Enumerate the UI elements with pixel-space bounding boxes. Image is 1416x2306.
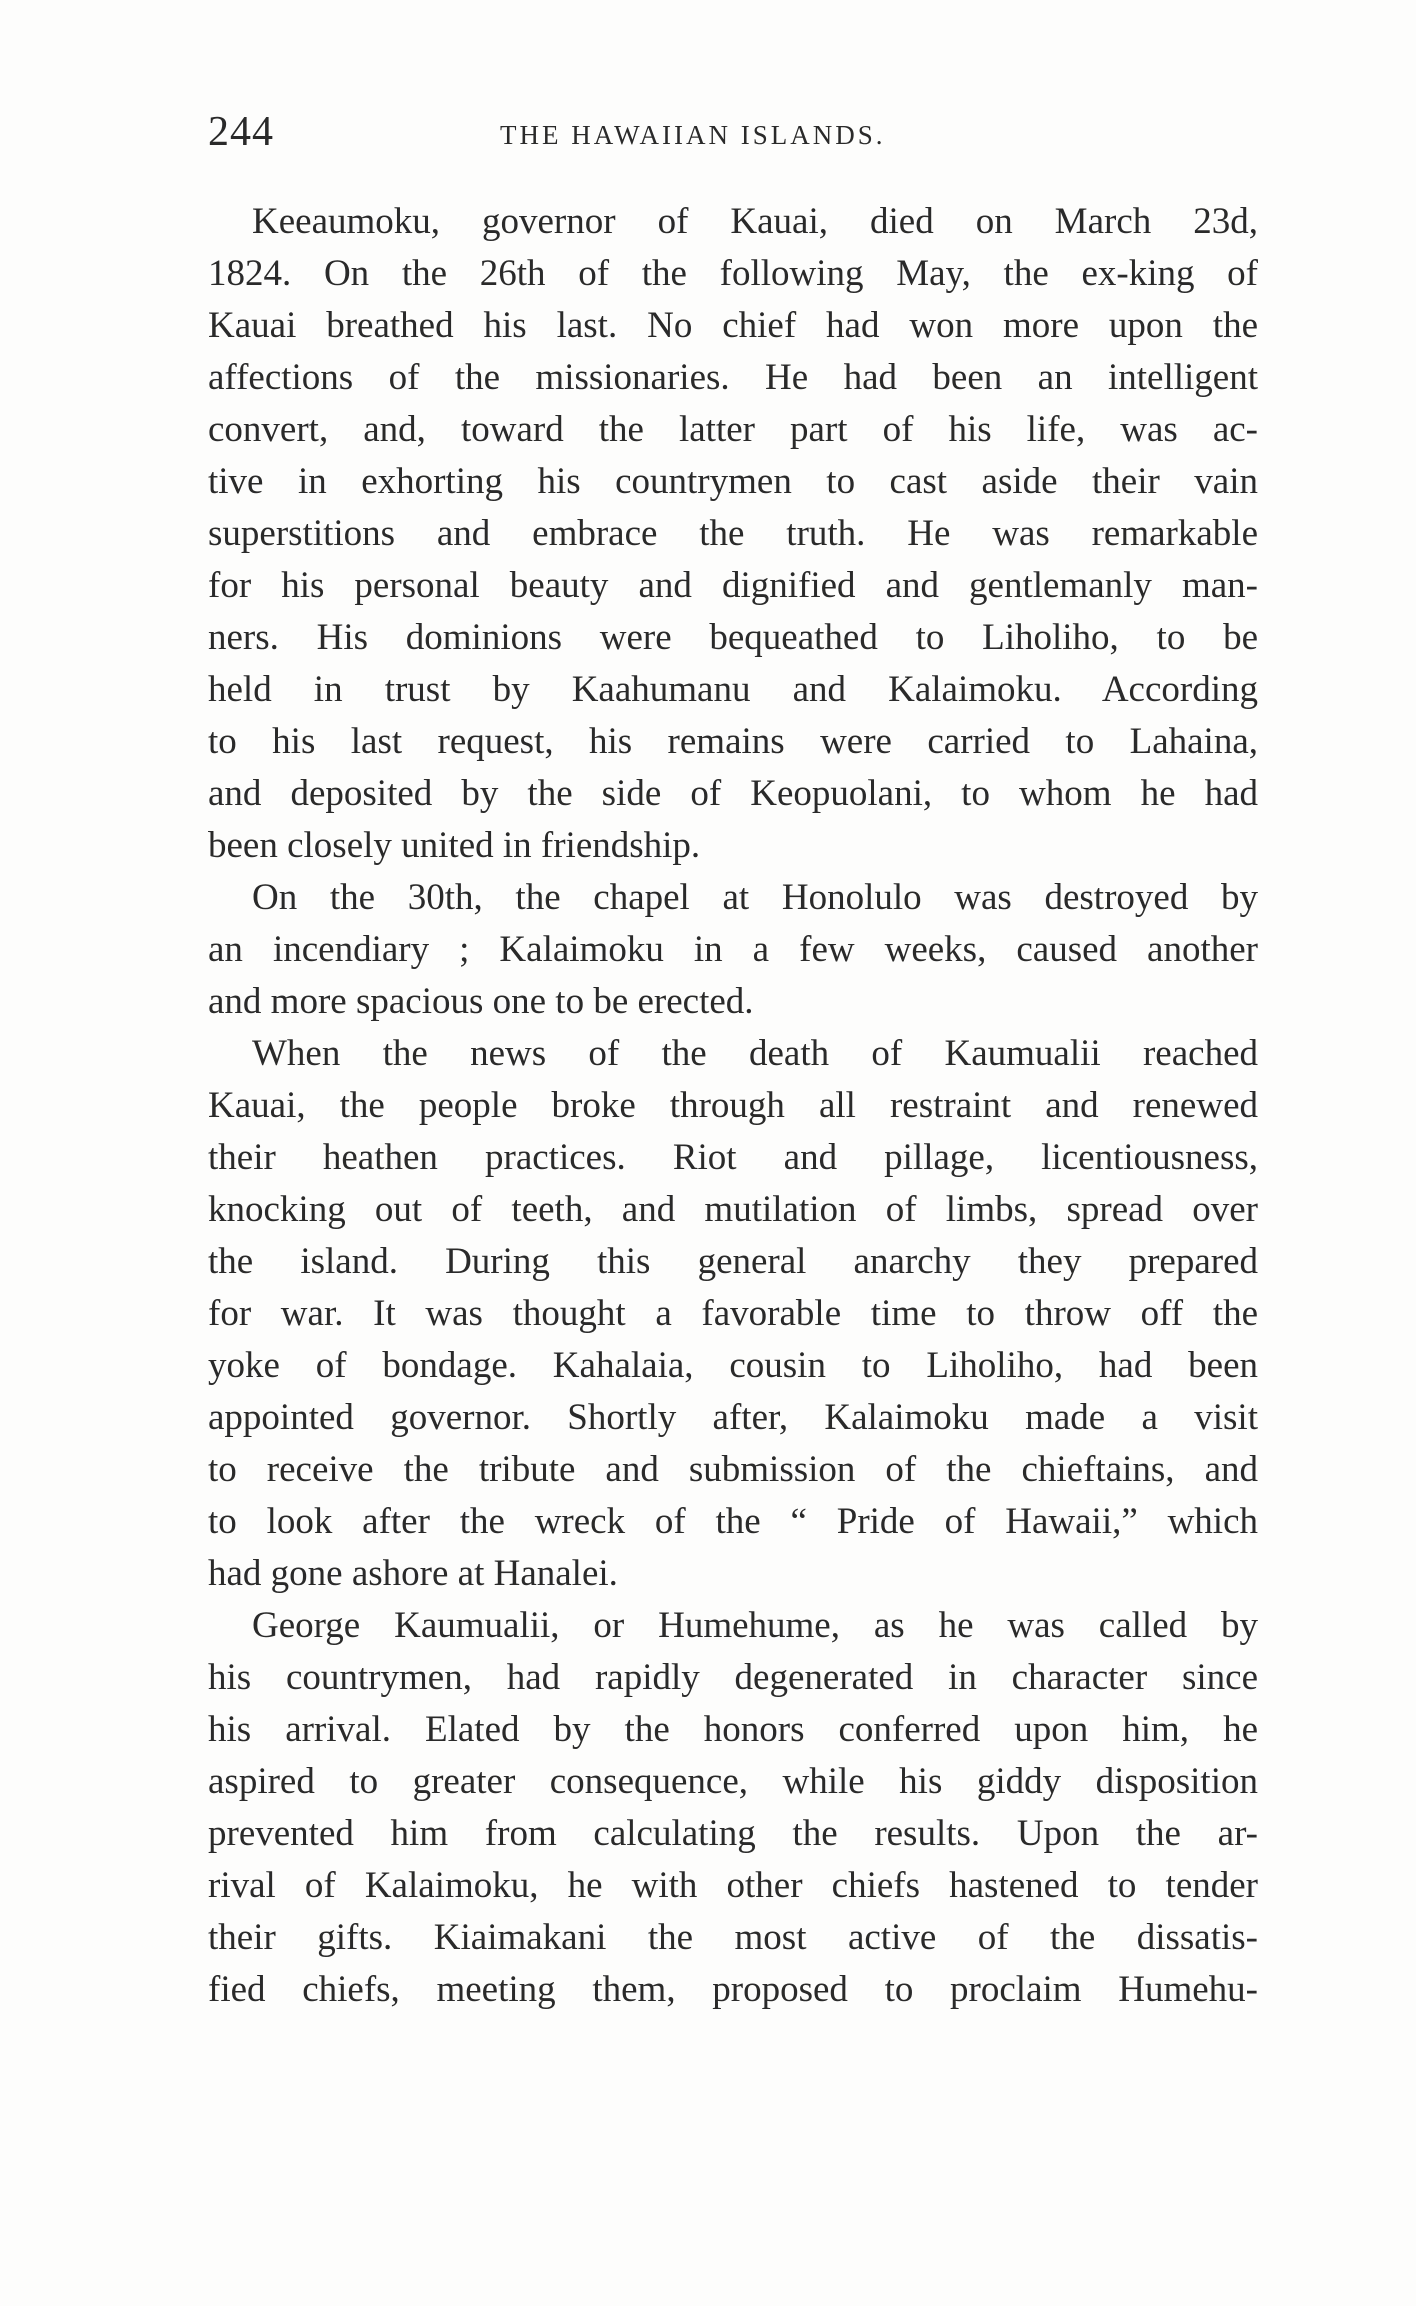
text-line: been closely united in friendship.: [208, 825, 701, 866]
text-line: an incendiary ; Kalaimoku in a few weeks, caused another: [208, 929, 1258, 970]
text-line: affections of the missionaries. He had been an intelligent: [208, 357, 1258, 398]
text-line: and deposited by the side of Keopuolani, to whom he had: [208, 773, 1258, 814]
paragraph-2: [208, 872, 1258, 1028]
text-line: knocking out of teeth, and mutilation of limbs, spread over: [208, 1189, 1258, 1230]
text-line: superstitions and embrace the truth. He was remarkable: [208, 513, 1258, 554]
text-line: had gone ashore at Hanalei.: [208, 1553, 618, 1594]
text-line: his arrival. Elated by the honors conferred upon him, he: [208, 1709, 1258, 1750]
text-line: Kauai, the people broke through all restraint and renewed: [208, 1085, 1258, 1126]
text-line: When the news of the death of Kaumualii reached: [252, 1033, 1258, 1074]
text-line: to look after the wreck of the “ Pride of Hawaii,” which: [208, 1501, 1258, 1542]
text-line: George Kaumualii, or Humehume, as he was called by: [252, 1605, 1258, 1646]
running-head: [208, 108, 1268, 168]
running-title: THE HAWAIIAN ISLANDS.: [500, 120, 886, 150]
text-line: to his last request, his remains were carried to Lahaina,: [208, 721, 1258, 762]
text-line: ners. His dominions were bequeathed to Liholiho, to be: [208, 617, 1258, 658]
text-line: prevented him from calculating the results. Upon the ar-: [208, 1813, 1258, 1854]
text-line: his countrymen, had rapidly degenerated in character since: [208, 1657, 1258, 1698]
text-line: held in trust by Kaahumanu and Kalaimoku. According: [208, 669, 1258, 710]
body-text: [208, 196, 1258, 2016]
paragraph-1: [208, 196, 1258, 872]
text-line: for war. It was thought a favorable time to throw off the: [208, 1293, 1258, 1334]
text-line: Keeaumoku, governor of Kauai, died on March 23d,: [252, 201, 1258, 242]
page-number: 244: [208, 109, 274, 155]
text-line: for his personal beauty and dignified and gentlemanly man-: [208, 565, 1258, 606]
paragraph-3: [208, 1028, 1258, 1600]
paragraph-4: [208, 1600, 1258, 2016]
text-line: aspired to greater consequence, while his giddy disposition: [208, 1761, 1258, 1802]
text-line: Kauai breathed his last. No chief had won more upon the: [208, 305, 1258, 346]
text-line: yoke of bondage. Kahalaia, cousin to Liholiho, had been: [208, 1345, 1258, 1386]
text-line: to receive the tribute and submission of the chieftains, and: [208, 1449, 1258, 1490]
text-line: 1824. On the 26th of the following May, the ex-king of: [208, 253, 1258, 294]
text-line: the island. During this general anarchy they prepared: [208, 1241, 1258, 1282]
text-line: fied chiefs, meeting them, proposed to proclaim Humehu-: [208, 1969, 1258, 2010]
text-line: and more spacious one to be erected.: [208, 981, 754, 1022]
text-line: their gifts. Kiaimakani the most active of the dissatis-: [208, 1917, 1258, 1958]
text-line: On the 30th, the chapel at Honolulo was destroyed by: [252, 877, 1258, 918]
text-line: appointed governor. Shortly after, Kalaimoku made a visit: [208, 1397, 1258, 1438]
text-line: their heathen practices. Riot and pillage, licentiousness,: [208, 1137, 1258, 1178]
text-line: tive in exhorting his countrymen to cast aside their vain: [208, 461, 1258, 502]
text-line: convert, and, toward the latter part of his life, was ac-: [208, 409, 1258, 450]
text-line: rival of Kalaimoku, he with other chiefs hastened to tender: [208, 1865, 1258, 1906]
